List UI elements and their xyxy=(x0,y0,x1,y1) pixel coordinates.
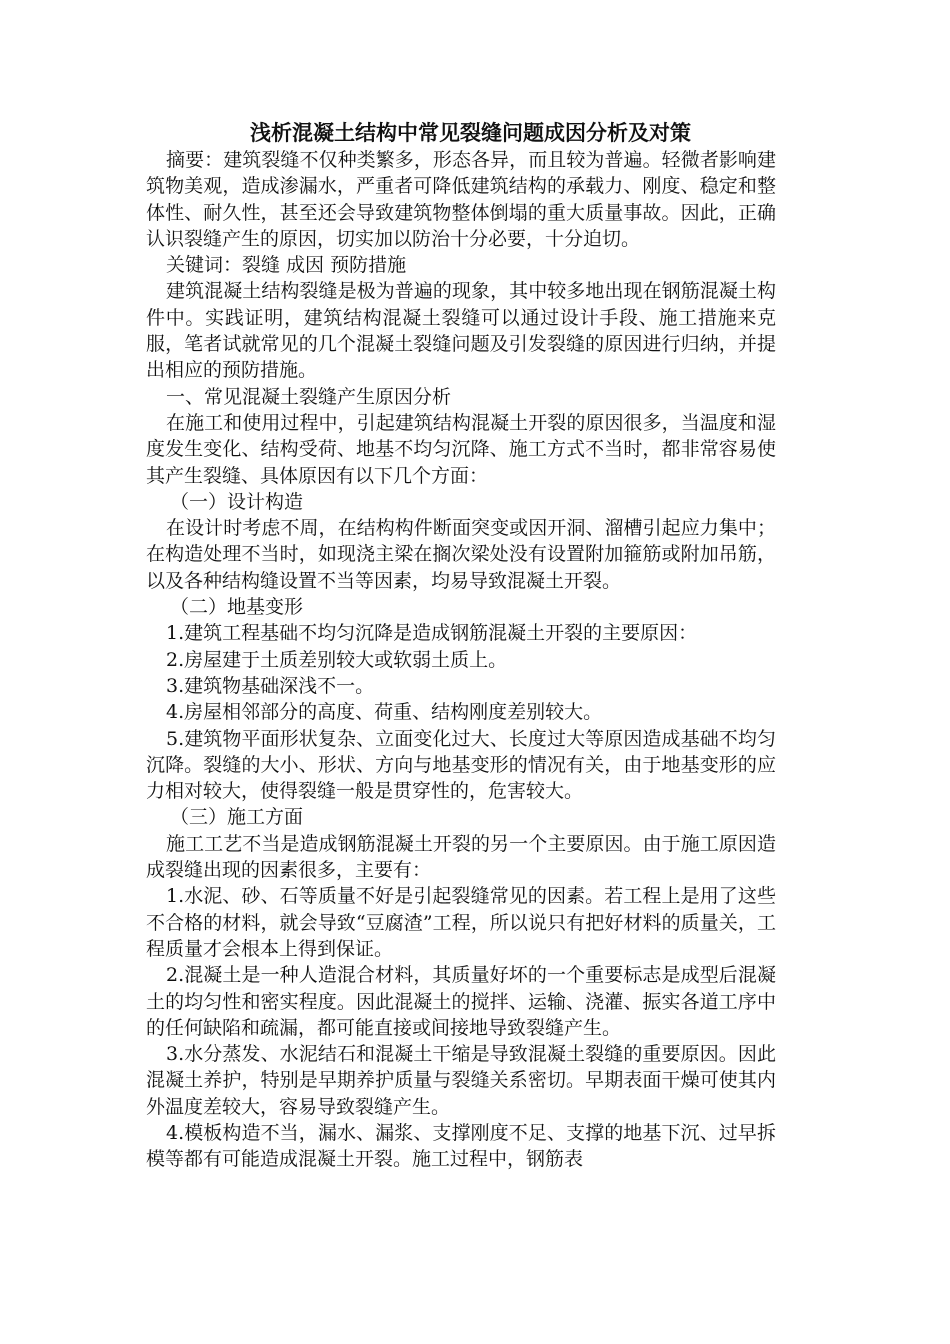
abstract-paragraph: 摘要：建筑裂缝不仅种类繁多，形态各异，而且较为普遍。轻微者影响建筑物美观，造成渗漏水，严重者可降低建筑结构的承载力、刚度、稳定和整体性、耐久性，甚至还会导致建筑物整体倒塌的重大质量事故。因此，正确认识裂缝产生的原因，切实加以防治十分必要，十分迫切。 xyxy=(146,149,776,250)
keywords-paragraph: 关键词：裂缝 成因 预防措施 xyxy=(166,254,407,277)
list-item: 5.建筑物平面形状复杂、立面变化过大、长度过大等原因造成基础不均匀沉降。裂缝的大小、形状、方向与地基变形的情况有关，由于地基变形的应力相对较大，使得裂缝一般是贯穿性的，危害较大。 xyxy=(146,727,776,803)
document-page xyxy=(146,120,776,1173)
list-item: 1.水泥、砂、石等质量不好是引起裂缝常见的因素。若工程上是用了这些不合格的材料，就会导致“豆腐渣”工程，所以说只有把好材料的质量关，工程质量才会根本上得到保证。 xyxy=(146,885,776,960)
intro-paragraph: 建筑混凝土结构裂缝是极为普遍的现象，其中较多地出现在钢筋混凝土构件中。实践证明，建筑结构混凝土裂缝可以通过设计手段、施工措施来克服，笔者试就常见的几个混凝土裂缝问题及引发裂缝的原因进行归纳，并提出相应的预防措施。 xyxy=(146,280,776,382)
list-item: 4.房屋相邻部分的高度、荷重、结构刚度差别较大。 xyxy=(166,701,603,724)
list-item: 2.混凝土是一种人造混合材料，其质量好坏的一个重要标志是成型后混凝土的均匀性和密实程度。因此混凝土的搅拌、运输、浇灌、振实各道工序中的任何缺陷和疏漏，都可能直接或间接地导致裂缝产生。 xyxy=(146,964,776,1039)
section-heading-1: 一、常见混凝土裂缝产生原因分析 xyxy=(166,385,452,408)
subsection-heading-design: （一）设计构造 xyxy=(170,490,304,513)
subsection-heading-foundation: （二）地基变形 xyxy=(170,596,304,619)
list-item: 4.模板构造不当，漏水、漏浆、支撑刚度不足、支撑的地基下沉、过早拆模等都有可能造成混凝土开裂。施工过程中，钢筋表 xyxy=(146,1121,776,1171)
body-paragraph: 在施工和使用过程中，引起建筑结构混凝土开裂的原因很多，当温度和湿度发生变化、结构受荷、地基不均匀沉降、施工方式不当时，都非常容易使其产生裂缝、具体原因有以下几个方面： xyxy=(146,411,776,487)
body-paragraph: 在设计时考虑不周，在结构构件断面突变或因开洞、溜槽引起应力集中；在构造处理不当时，如现浇主梁在搁次梁处没有设置附加箍筋或附加吊筋，以及各种结构缝设置不当等因素，均易导致混凝土开裂。 xyxy=(146,517,776,592)
body-paragraph: 施工工艺不当是造成钢筋混凝土开裂的另一个主要原因。由于施工原因造成裂缝出现的因素很多，主要有： xyxy=(146,832,776,882)
list-item: 3.水分蒸发、水泥结石和混凝土干缩是导致混凝土裂缝的重要原因。因此混凝土养护，特别是早期养护质量与裂缝关系密切。早期表面干燥可使其内外温度差较大，容易导致裂缝产生。 xyxy=(146,1043,776,1118)
list-item: 3.建筑物基础深浅不一。 xyxy=(166,674,375,697)
list-item: 2.房屋建于土质差别较大或软弱土质上。 xyxy=(166,648,508,671)
document-title: 浅析混凝土结构中常见裂缝问题成因分析及对策 xyxy=(250,121,691,145)
list-item: 1.建筑工程基础不均匀沉降是造成钢筋混凝土开裂的主要原因： xyxy=(166,622,698,645)
subsection-heading-construction: （三）施工方面 xyxy=(170,806,304,829)
